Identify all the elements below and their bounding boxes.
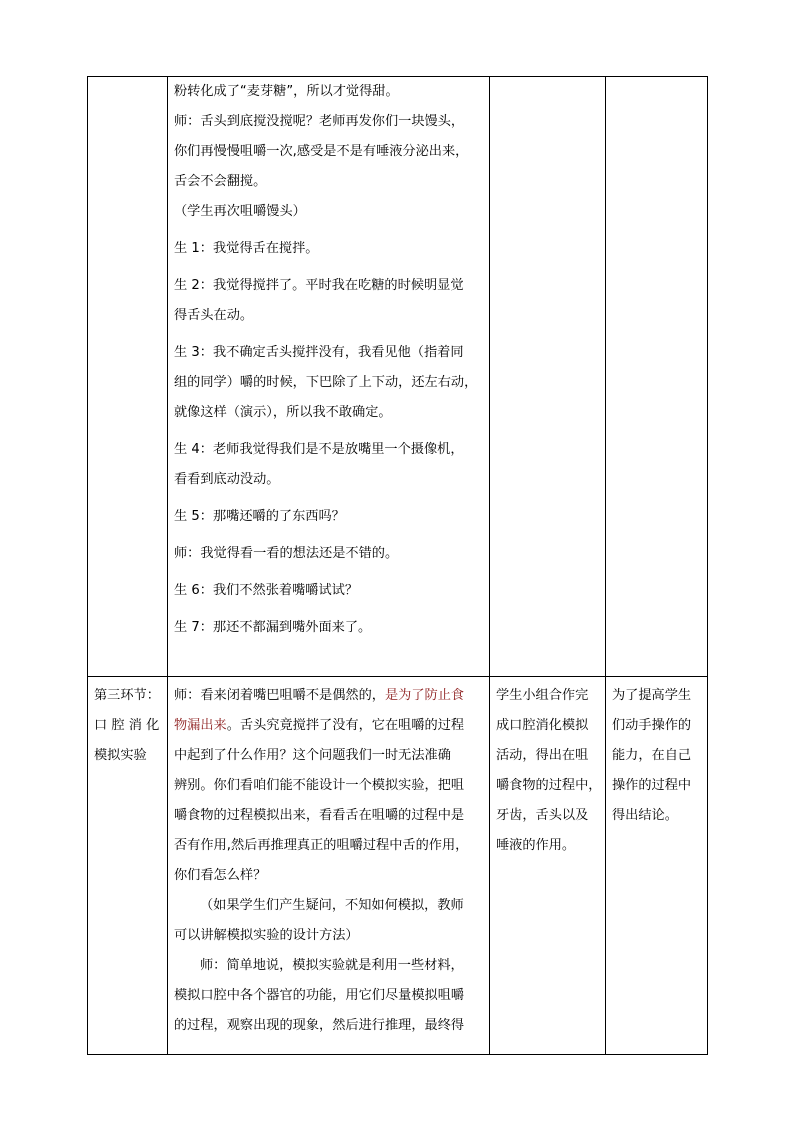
- text-line: 模拟口腔中各个器官的功能，用它们尽量模拟咀嚼: [174, 988, 465, 1003]
- text-line: 得舌头在动。: [174, 308, 254, 323]
- text-line: 的过程，观察出现的现象，然后进行推理，最终得: [174, 1018, 465, 1033]
- text-line: 生 6：我们不然张着嘴嚼试试？: [174, 583, 359, 598]
- lesson-table: [87, 76, 708, 1055]
- text-line: 你们看怎么样？: [174, 868, 267, 883]
- design-purpose-cell: [606, 77, 708, 677]
- content-cell: [168, 77, 490, 677]
- text-line: [174, 681, 483, 711]
- section-cell: [88, 677, 168, 1055]
- table-row: [88, 77, 708, 677]
- text-line: 成口腔消化模拟: [496, 718, 589, 733]
- table-row: [88, 677, 708, 1055]
- highlighted-text: 是为了防止食: [385, 688, 465, 703]
- text-line: 看看到底动没动。: [174, 472, 280, 487]
- text-line: 能力，在自己: [612, 748, 692, 763]
- content-cell: [168, 677, 490, 1055]
- text-line: [174, 711, 483, 741]
- section-title: 第三环节：: [94, 688, 160, 703]
- text-line: 活动，得出在咀: [496, 748, 589, 763]
- text-line: 中起到了什么作用？这个问题我们一时无法准确: [174, 748, 451, 763]
- student-activity-cell: [490, 677, 606, 1055]
- text-line: 师：舌头到底搅没搅呢？老师再发你们一块馒头，: [174, 114, 465, 129]
- text-line: 得出结论。: [612, 808, 678, 823]
- section-cell: [88, 77, 168, 677]
- text-line: 组的同学）嚼的时候，下巴除了上下动，还左右动，: [174, 375, 478, 390]
- text-segment: 。舌头究竟搅拌了没有，它在咀嚼的过程: [226, 718, 465, 733]
- highlighted-text: 物漏出来: [174, 718, 227, 733]
- text-line: 辨别。你们看咱们能不能设计一个模拟实验，把咀: [174, 778, 465, 793]
- text-line: 嚼食物的过程中，: [496, 778, 602, 793]
- text-line: 嚼食物的过程模拟出来，看看舌在咀嚼的过程中是: [174, 808, 465, 823]
- text-line: 可以讲解模拟实验的设计方法）: [174, 928, 359, 943]
- text-line: 生 2：我觉得搅拌了。平时我在吃糖的时候明显觉: [174, 278, 464, 293]
- section-title: 模拟实验: [94, 748, 147, 763]
- text-line: 生 5：那嘴还嚼的了东西吗？: [174, 509, 345, 524]
- text-line: 你们再慢慢咀嚼一次,感受是不是有唾液分泌出来，: [174, 144, 469, 159]
- text-line: 操作的过程中: [612, 778, 692, 793]
- section-title: 口 腔 消 化: [94, 718, 160, 733]
- design-purpose-cell: [606, 677, 708, 1055]
- text-line: 舌会不会翻搅。: [174, 174, 267, 189]
- text-line: 生 3：我不确定舌头搅拌没有，我看见他（指着同: [174, 345, 464, 360]
- student-activity-cell: [490, 77, 606, 677]
- text-line: 就像这样（演示），所以我不敢确定。: [174, 405, 392, 420]
- text-line: 否有作用,然后再推理真正的咀嚼过程中舌的作用，: [174, 838, 469, 853]
- text-line: 为了提高学生: [612, 688, 692, 703]
- text-line: （如果学生们产生疑问，不知如何模拟，教师: [200, 898, 464, 913]
- text-line: 师：我觉得看一看的想法还是不错的。: [174, 546, 399, 561]
- text-line: 们动手操作的: [612, 718, 692, 733]
- text-line: 师：简单地说，模拟实验就是利用一些材料，: [200, 958, 464, 973]
- text-segment: 师：看来闭着嘴巴咀嚼不是偶然的，: [174, 688, 385, 703]
- text-line: 粉转化成了“麦芽糖”，所以才觉得甜。: [174, 84, 399, 99]
- text-line: 生 1：我觉得舌在搅拌。: [174, 241, 319, 256]
- text-line: 生 7：那还不都漏到嘴外面来了。: [174, 620, 372, 635]
- text-line: 唾液的作用。: [496, 838, 576, 853]
- text-line: （学生再次咀嚼馒头）: [174, 204, 306, 219]
- text-line: 学生小组合作完: [496, 688, 589, 703]
- text-line: 生 4：老师我觉得我们是不是放嘴里一个摄像机，: [174, 442, 464, 457]
- text-line: 牙齿，舌头以及: [496, 808, 589, 823]
